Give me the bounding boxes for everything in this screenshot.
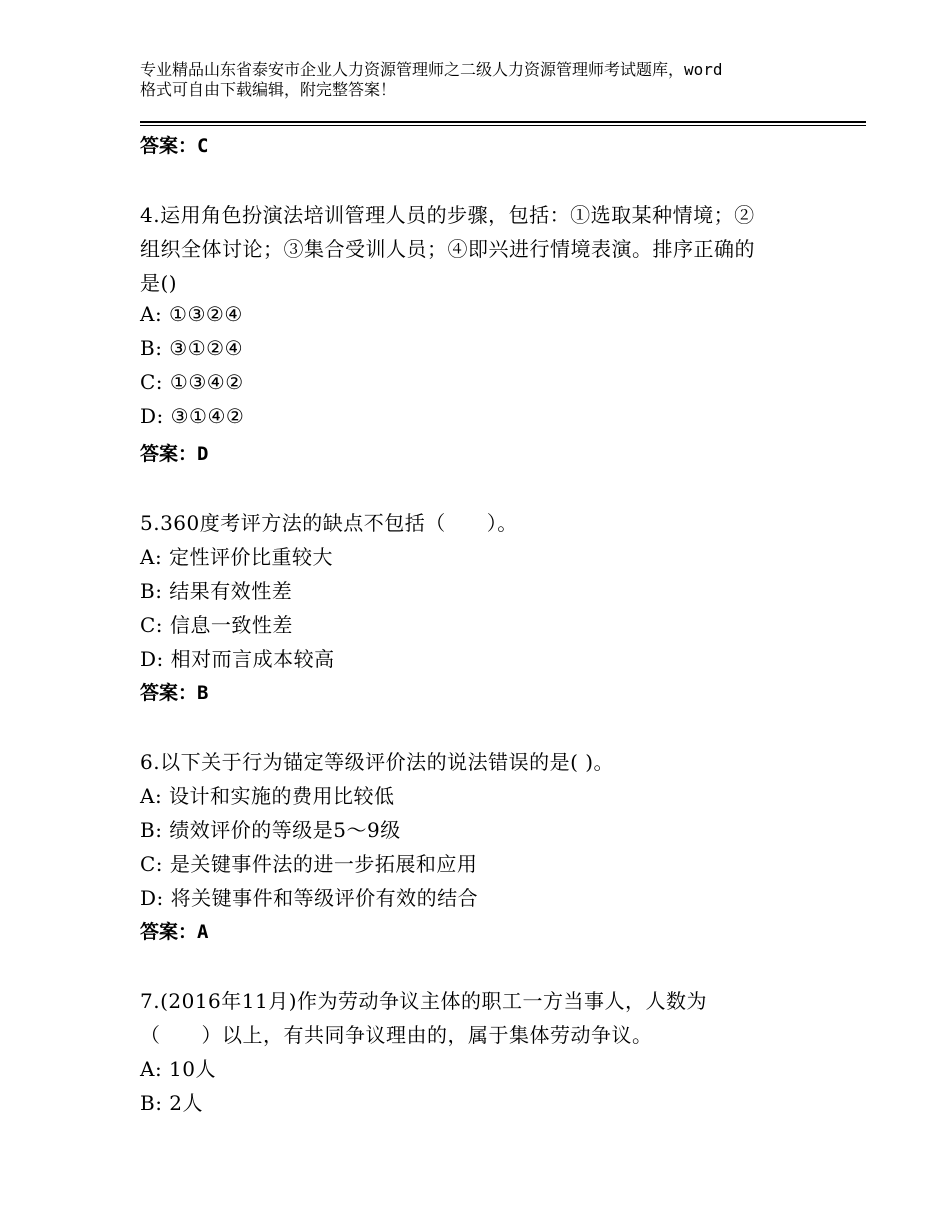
- answer-q5: 答案：B: [140, 682, 209, 704]
- question-4-option-d: D: ③①④②: [140, 404, 245, 428]
- question-5-option-c: C: 信息一致性差: [140, 613, 293, 637]
- header-line-2: 格式可自由下载编辑，附完整答案！: [140, 80, 397, 99]
- answer-q4: 答案：D: [140, 443, 209, 465]
- question-7-option-b: B: 2人: [140, 1091, 204, 1115]
- question-5-line-1: 5.360度考评方法的缺点不包括（ ）。: [140, 511, 518, 535]
- question-5-option-d: D: 相对而言成本较高: [140, 647, 335, 671]
- answer-q3: 答案：C: [140, 135, 209, 157]
- header-line-1: 专业精品山东省泰安市企业人力资源管理师之二级人力资源管理师考试题库，word: [140, 60, 723, 79]
- question-7-option-a: A: 10人: [140, 1057, 216, 1081]
- header-rule-thin: [140, 125, 866, 126]
- question-5-option-a: A: 定性评价比重较大: [140, 545, 334, 569]
- answer-q6: 答案：A: [140, 921, 209, 943]
- question-4-line-1: 4.运用角色扮演法培训管理人员的步骤，包括：①选取某种情境；②: [140, 203, 755, 227]
- question-4-option-a: A: ①③②④: [140, 302, 243, 326]
- question-4-line-3: 是(): [140, 271, 178, 295]
- question-4-option-b: B: ③①②④: [140, 336, 244, 360]
- question-6-option-c: C: 是关键事件法的进一步拓展和应用: [140, 852, 478, 876]
- question-7-line-1: 7.(2016年11月)作为劳动争议主体的职工一方当事人，人数为: [140, 989, 708, 1013]
- question-6-option-b: B: 绩效评价的等级是5～9级: [140, 818, 401, 842]
- question-4-line-2: 组织全体讨论；③集合受训人员；④即兴进行情境表演。排序正确的: [140, 237, 755, 261]
- question-4-option-c: C: ①③④②: [140, 370, 244, 394]
- question-5-option-b: B: 结果有效性差: [140, 579, 293, 603]
- question-7-line-2: （ ）以上，有共同争议理由的，属于集体劳动争议。: [140, 1023, 653, 1047]
- page-header: [140, 60, 830, 100]
- header-rule-thick: [140, 121, 866, 123]
- question-6-option-d: D: 将关键事件和等级评价有效的结合: [140, 886, 479, 910]
- question-6-line-1: 6.以下关于行为锚定等级评价法的说法错误的是( )。: [140, 750, 615, 774]
- question-6-option-a: A: 设计和实施的费用比较低: [140, 784, 395, 808]
